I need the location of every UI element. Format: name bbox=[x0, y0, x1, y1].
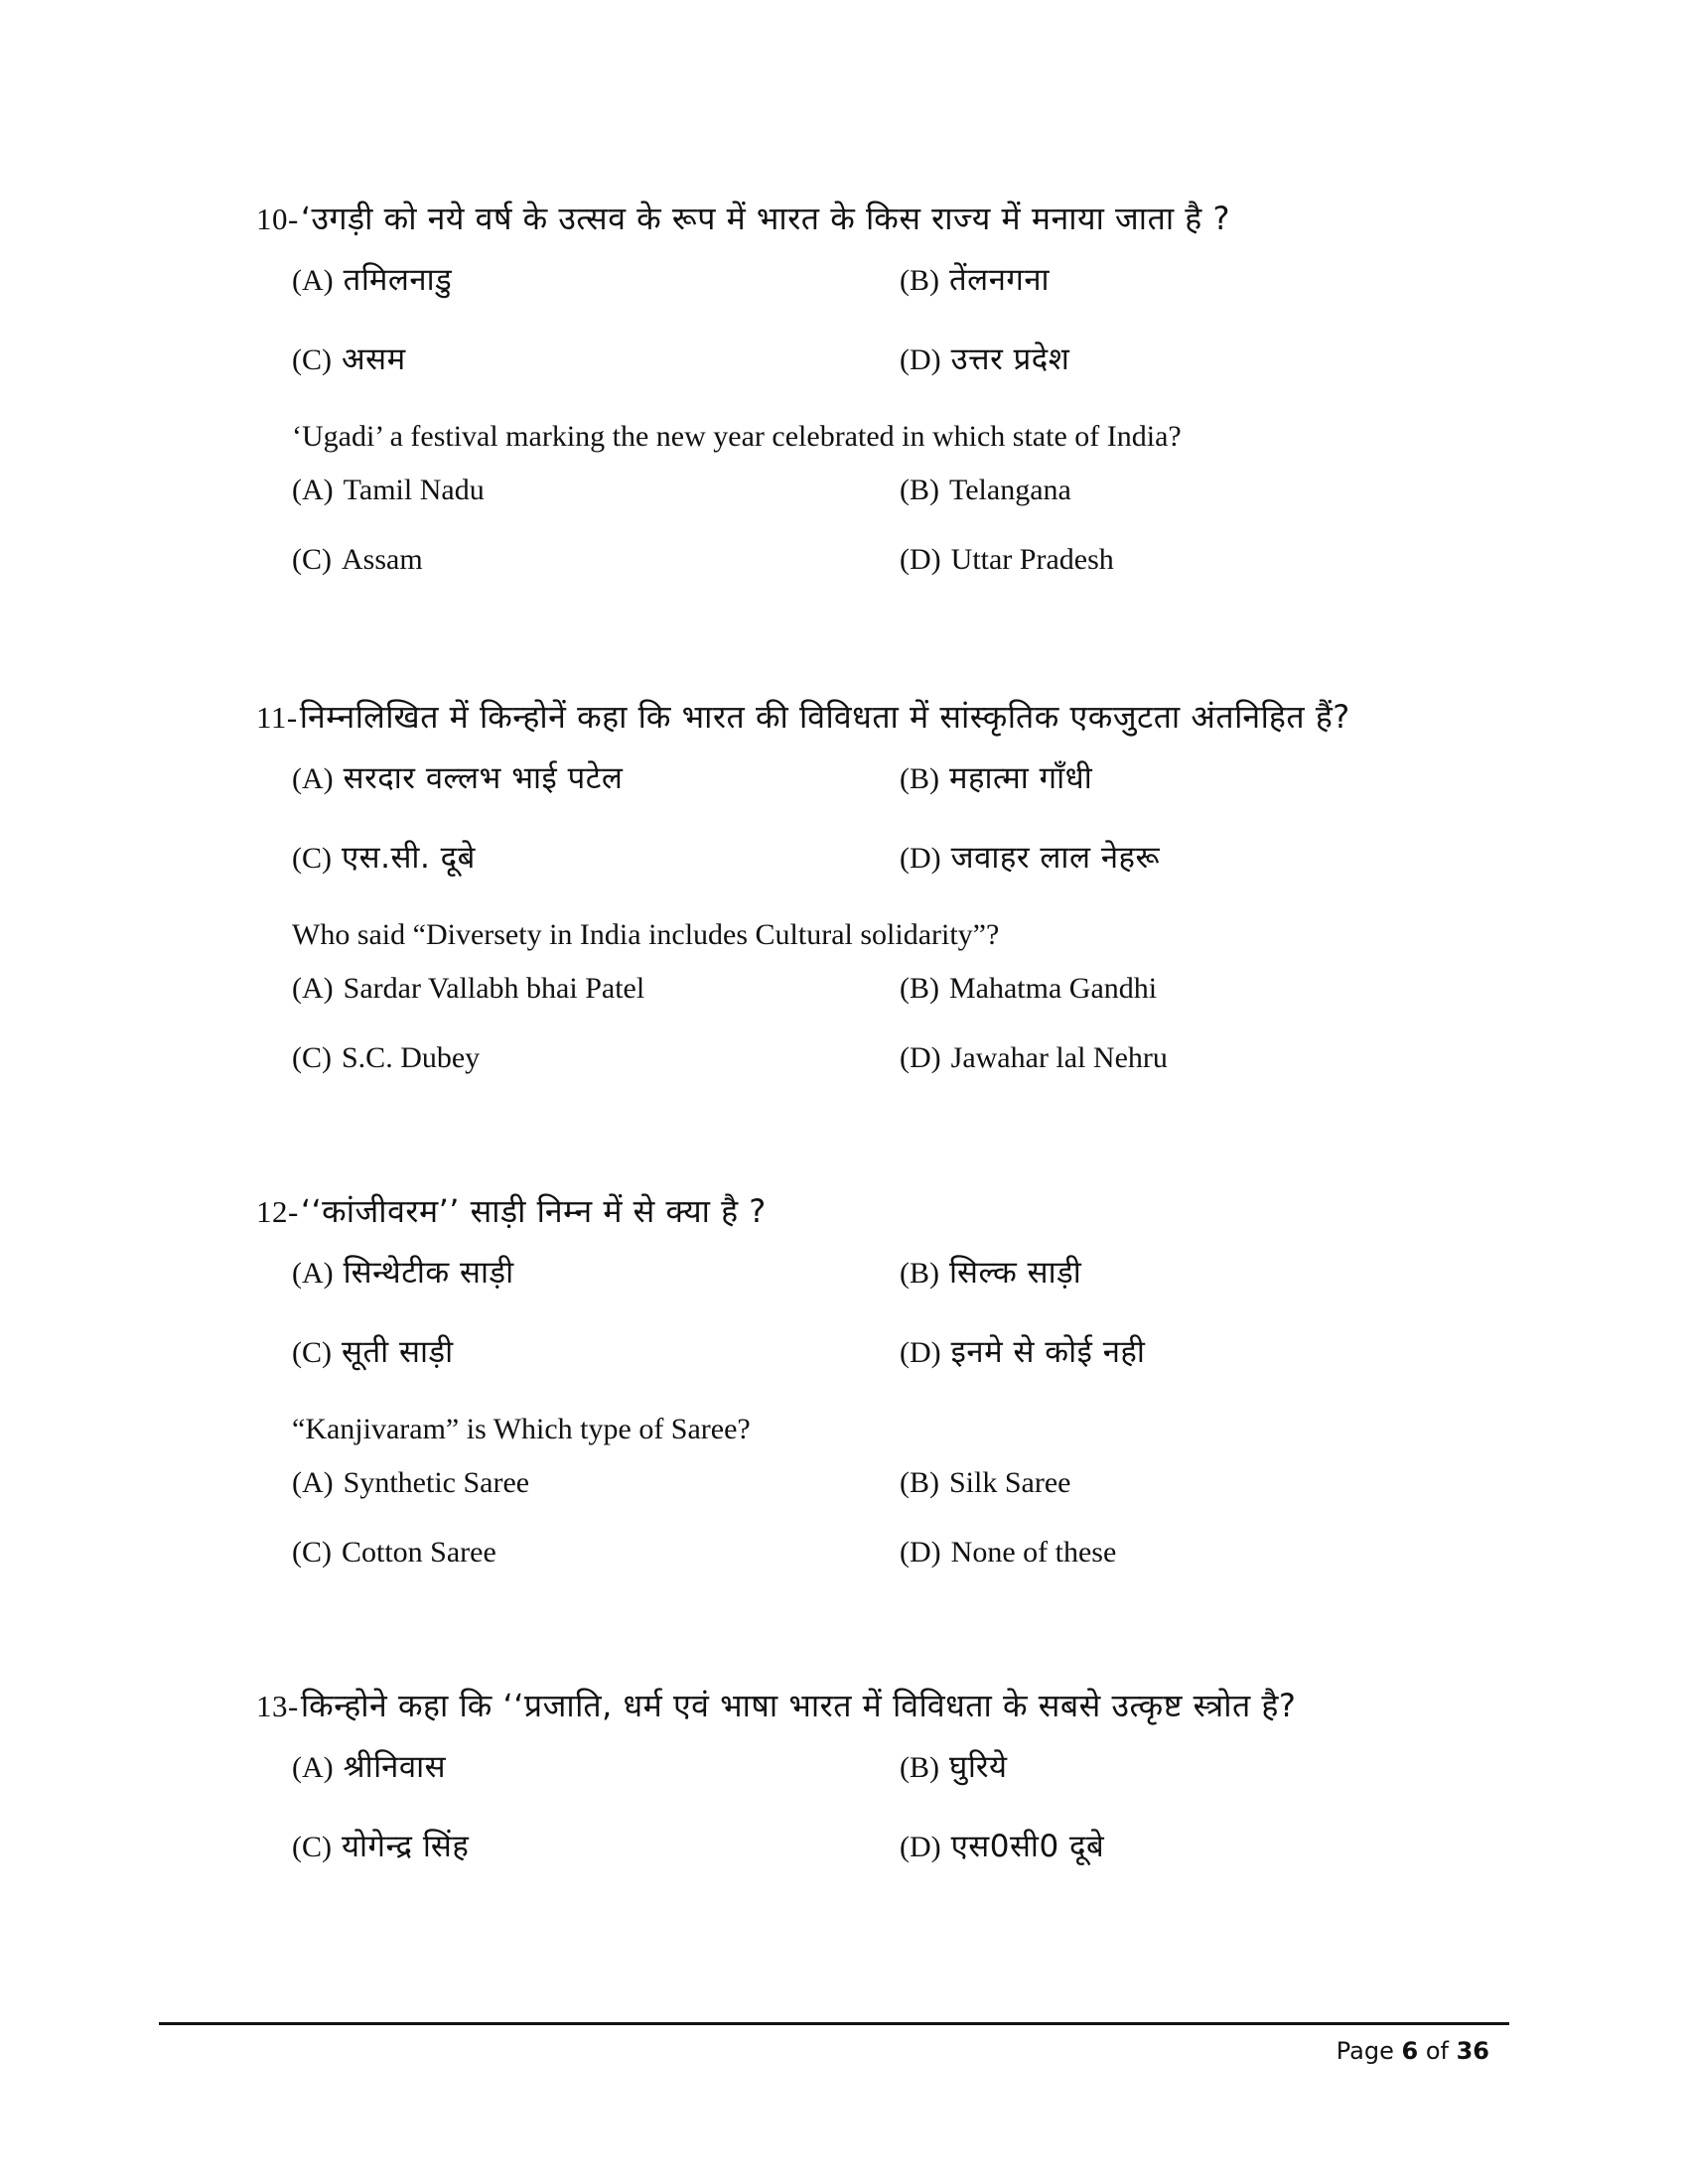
question-text-hindi: ‘उगड़ी को नये वर्ष के उत्सव के रूप में भारत के किस राज्य में मनाया जाता है ? bbox=[300, 200, 1230, 237]
options-row bbox=[292, 238, 1507, 318]
option-c-english: (C) Cotton Saree bbox=[292, 1536, 496, 1569]
question-hindi bbox=[256, 1191, 1507, 1231]
question-12 bbox=[256, 1191, 1507, 1588]
option-c-english: (C) Assam bbox=[292, 543, 423, 576]
question-10 bbox=[256, 199, 1507, 596]
question-text-english: “Kanjivaram” is Which type of Saree? bbox=[292, 1413, 751, 1445]
options-row bbox=[292, 737, 1507, 816]
option-b-hindi: (B) महात्मा गाँधी bbox=[900, 760, 1093, 796]
option-b-english: (B) Mahatma Gandhi bbox=[900, 972, 1158, 1005]
option-a-english: (A) Sardar Vallabh bhai Patel bbox=[292, 972, 645, 1005]
question-hindi bbox=[256, 199, 1507, 238]
option-c-hindi: (C) असम bbox=[292, 341, 406, 377]
option-d-english: (D) None of these bbox=[900, 1536, 1117, 1569]
total-pages: 36 bbox=[1456, 2037, 1489, 2065]
options-row bbox=[292, 318, 1507, 397]
option-c-hindi: (C) सूती साड़ी bbox=[292, 1334, 454, 1370]
option-d-hindi: (D) इनमे से कोई नही bbox=[900, 1334, 1146, 1370]
question-hindi bbox=[256, 1686, 1507, 1725]
question-text-english: ‘Ugadi’ a festival marking the new year celebrated in which state of India? bbox=[292, 420, 1182, 453]
options-row bbox=[292, 1805, 1507, 1884]
option-a-hindi: (A) सरदार वल्लभ भाई पटेल bbox=[292, 760, 624, 796]
options-row-english bbox=[292, 1519, 1507, 1588]
options-row-english bbox=[292, 955, 1507, 1024]
option-c-hindi: (C) योगेन्द्र सिंह bbox=[292, 1829, 470, 1864]
question-11 bbox=[256, 697, 1507, 1094]
question-number: 13- bbox=[256, 1689, 299, 1723]
option-b-english: (B) Silk Saree bbox=[900, 1466, 1071, 1499]
option-a-english: (A) Synthetic Saree bbox=[292, 1466, 530, 1499]
question-text-hindi: ‘‘कांजीवरम’’ साड़ी निम्न में से क्या है ? bbox=[300, 1192, 767, 1230]
option-b-hindi: (B) घुरिये bbox=[900, 1749, 1008, 1785]
option-a-hindi: (A) श्रीनिवास bbox=[292, 1749, 447, 1785]
option-d-hindi: (D) एस0सी0 दूबे bbox=[900, 1829, 1105, 1864]
option-a-english: (A) Tamil Nadu bbox=[292, 474, 485, 506]
option-d-english: (D) Uttar Pradesh bbox=[900, 543, 1114, 576]
current-page: 6 bbox=[1401, 2037, 1419, 2065]
option-b-hindi: (B) तेंलनगना bbox=[900, 262, 1051, 298]
options-row bbox=[292, 1231, 1507, 1310]
options-row-english bbox=[292, 1024, 1507, 1094]
option-b-english: (B) Telangana bbox=[900, 474, 1071, 506]
question-number: 12- bbox=[256, 1194, 299, 1229]
options-row-english bbox=[292, 1449, 1507, 1519]
option-d-hindi: (D) उत्तर प्रदेश bbox=[900, 341, 1070, 377]
option-b-hindi: (B) सिल्क साड़ी bbox=[900, 1255, 1082, 1291]
options-row-english bbox=[292, 526, 1507, 596]
option-c-english: (C) S.C. Dubey bbox=[292, 1041, 481, 1074]
question-number: 10- bbox=[256, 202, 299, 236]
option-a-hindi: (A) सिन्थेटीक साड़ी bbox=[292, 1255, 514, 1291]
options-row bbox=[292, 816, 1507, 895]
question-text-hindi: किन्होने कहा कि ‘‘प्रजाति, धर्म एवं भाषा भारत में विविधता के सबसे उत्कृष्ट स्त्रोत है? bbox=[300, 1687, 1297, 1724]
page-number: Page 6 of 36 bbox=[1336, 2037, 1489, 2065]
option-d-english: (D) Jawahar lal Nehru bbox=[900, 1041, 1168, 1074]
options-row-english bbox=[292, 457, 1507, 526]
option-d-hindi: (D) जवाहर लाल नेहरू bbox=[900, 840, 1161, 876]
question-hindi bbox=[256, 697, 1507, 737]
footer-divider bbox=[159, 2022, 1509, 2025]
option-a-hindi: (A) तमिलनाडु bbox=[292, 262, 453, 298]
question-text-english: Who said “Diversety in India includes Cultural solidarity”? bbox=[292, 918, 1000, 951]
option-c-hindi: (C) एस.सी. दूबे bbox=[292, 840, 476, 876]
options-row bbox=[292, 1725, 1507, 1805]
options-row bbox=[292, 1310, 1507, 1390]
question-13 bbox=[256, 1686, 1507, 1884]
question-text-hindi: निम्नलिखित में किन्होनें कहा कि भारत की विविधता में सांस्कृतिक एकजुटता अंतनिहित हैं? bbox=[299, 698, 1350, 736]
question-number: 11- bbox=[256, 700, 298, 735]
